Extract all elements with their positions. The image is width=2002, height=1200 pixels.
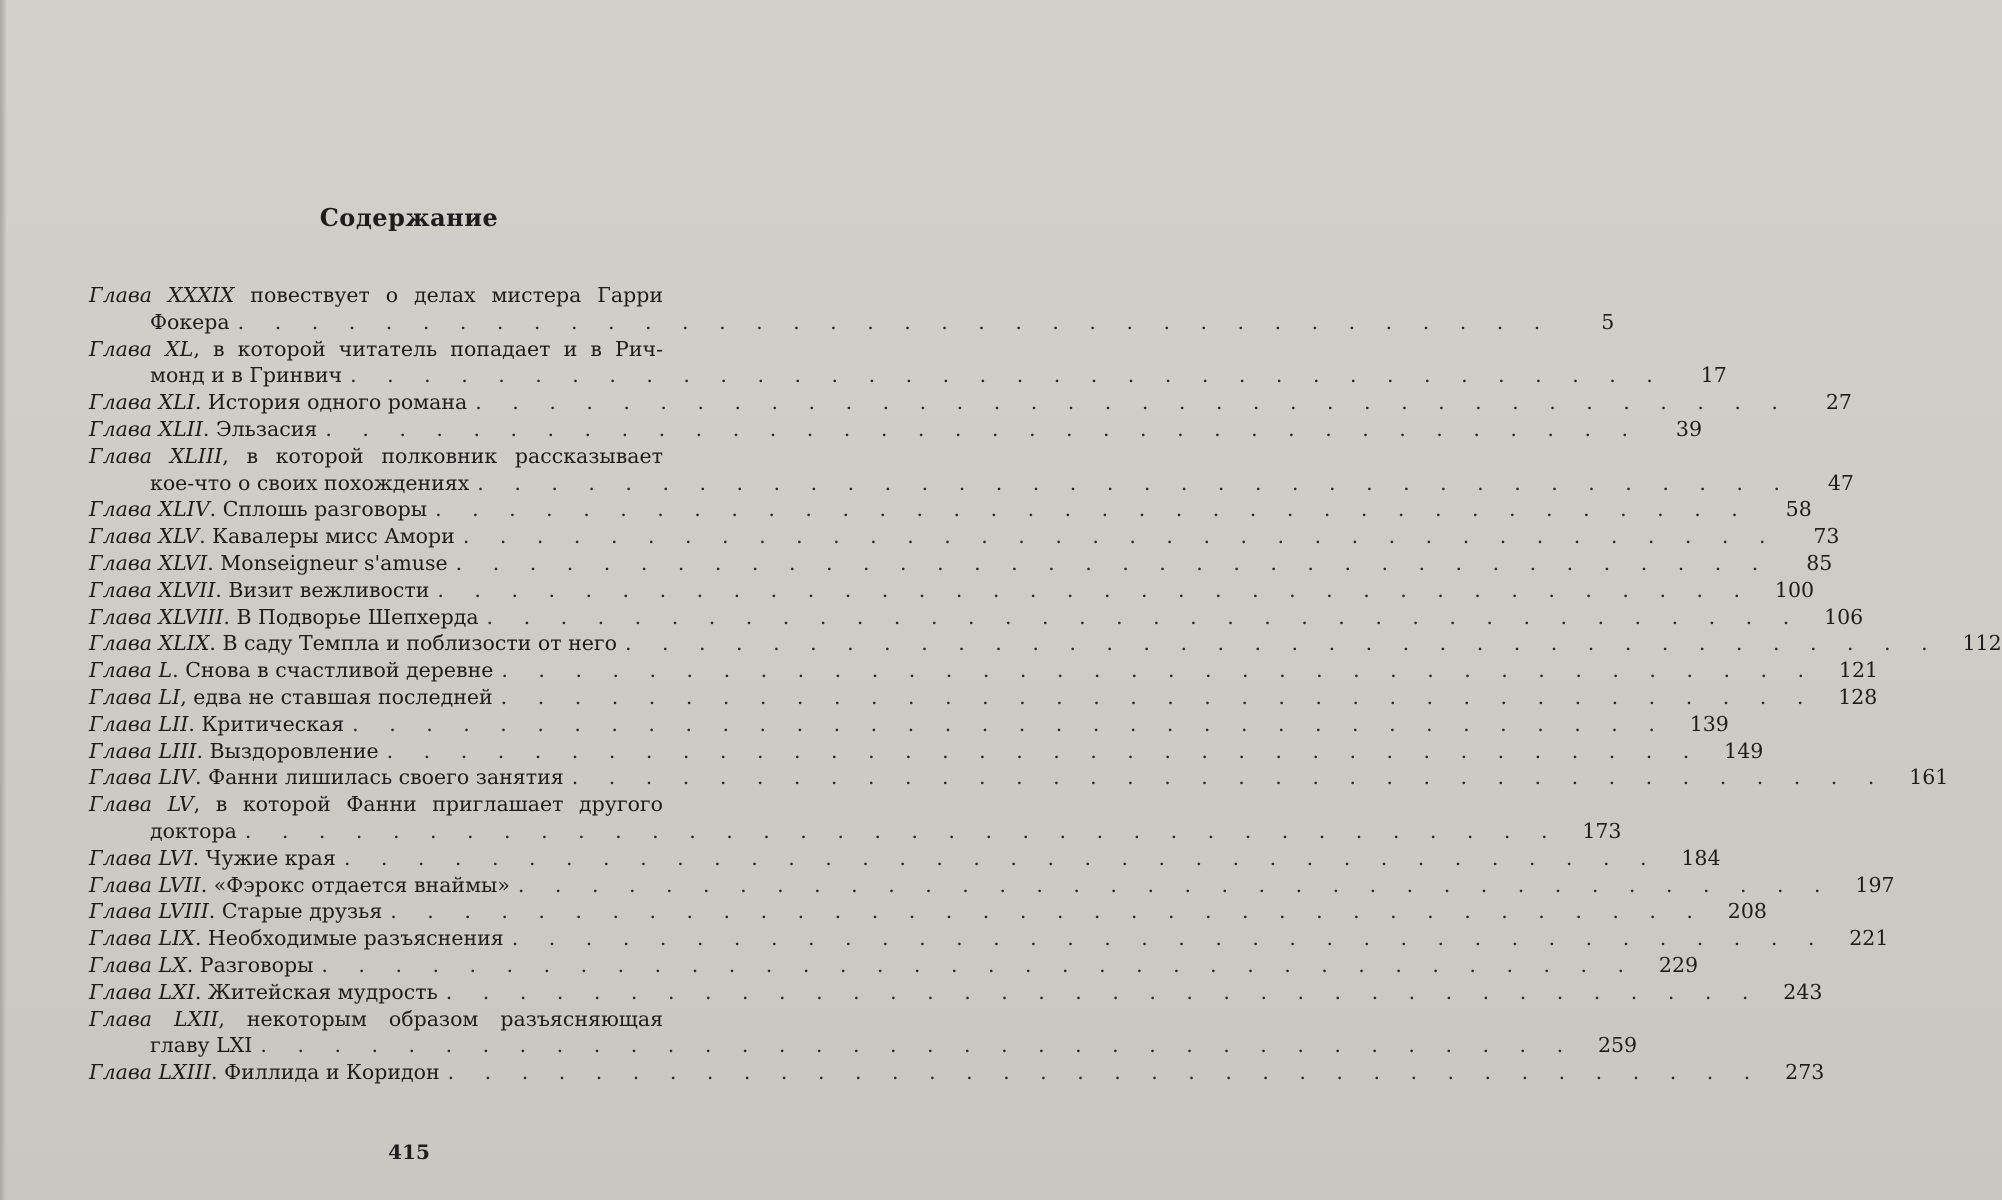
dot-leader: . . . . . . . . . . . . . . . . . . . . . . . . . . . . . . . . . . . . — [435, 497, 1750, 522]
page-ref: 161 — [1909, 765, 1949, 790]
chapter-label: Глава LXII — [89, 1006, 219, 1031]
toc-entry-line — [89, 443, 725, 470]
separator: . — [200, 872, 214, 897]
page-ref: 128 — [1838, 684, 1878, 709]
toc-entry — [89, 282, 1615, 336]
toc-entry-continuation — [89, 309, 1615, 336]
toc-entry-line — [89, 952, 1699, 979]
toc-entry-line — [89, 738, 1764, 765]
dot-leader: . . . . . . . . . . . . . . . . . . . . . . . . . . . . . . . . . . . . — [517, 872, 1833, 897]
toc-entry — [89, 443, 1854, 497]
toc-entry-line — [89, 764, 1949, 791]
toc-entry-line — [89, 416, 1702, 443]
dot-leader: . . . . . . . . . . . . . . . . . . . . . . . . . . . . . . . . . . . . — [462, 524, 1778, 549]
chapter-label: Глава XLVI — [89, 550, 208, 575]
chapter-title-continued: Фокера — [150, 309, 230, 334]
separator: . — [223, 604, 237, 629]
chapter-title: Критическая — [201, 711, 345, 736]
chapter-title: В саду Темпла и поблизости от него — [222, 631, 617, 656]
toc-entry — [89, 952, 1699, 979]
dot-leader: . . . . . . . . . . . . . . . . . . . . . . . . . . . . . . . . . . . . — [571, 765, 1887, 790]
dot-leader: . . . . . . . . . . . . . . . . . . . . . . . . . . . . . . . . . . . . — [343, 845, 1659, 870]
toc-entry-line — [89, 604, 1864, 631]
separator: , — [180, 684, 194, 709]
separator: , — [193, 336, 213, 361]
toc-entry-line — [89, 630, 2002, 657]
page-number: 415 — [388, 1140, 430, 1164]
dot-leader: . . . . . . . . . . . . . . . . . . . . . . . . . . . . . . . . . . . . — [390, 899, 1705, 924]
toc-entry — [89, 496, 1812, 523]
page-ref: 121 — [1838, 658, 1879, 683]
chapter-title: История одного романа — [207, 390, 468, 415]
chapter-title: Необходимые разъяснения — [207, 926, 504, 951]
chapter-title: Выздоровление — [209, 738, 379, 763]
toc-entry-line — [89, 898, 1767, 925]
chapter-title: Кавалеры мисс Амори — [212, 524, 455, 549]
chapter-label: Глава L — [89, 658, 173, 683]
chapter-title: Эльзасия — [215, 416, 318, 441]
separator: . — [192, 845, 206, 870]
chapter-label: Глава LXIII — [89, 1060, 212, 1085]
chapter-label: Глава LIII — [89, 738, 197, 763]
page-ref: 243 — [1783, 979, 1823, 1004]
dot-leader: . . . . . . . . . . . . . . . . . . . . . . . . . . . . . . . . . . . . — [325, 416, 1640, 441]
page-edge — [0, 0, 6, 1200]
toc-entry — [89, 336, 1727, 390]
separator: . — [215, 577, 229, 602]
page-ref: 221 — [1849, 926, 1889, 951]
chapter-title-continued: главу LXI — [150, 1033, 253, 1058]
toc-entry-line — [89, 550, 1833, 577]
separator: . — [194, 390, 208, 415]
separator: , — [218, 1006, 247, 1031]
toc-entry — [89, 979, 1823, 1006]
toc-entry-continuation — [89, 818, 1622, 845]
chapter-title-continued: доктора — [150, 818, 237, 843]
page-ref: 100 — [1774, 577, 1815, 602]
dot-leader: . . . . . . . . . . . . . . . . . . . . . . . . . . . . . . . . . . . . — [511, 926, 1827, 951]
page-ref: 73 — [1813, 524, 1840, 549]
separator: . — [208, 899, 222, 924]
dot-leader: . . . . . . . . . . . . . . . . . . . . . . . . . . . . . . . . . . . . — [455, 550, 1771, 575]
toc-entry-line — [89, 657, 1879, 684]
toc-entry — [89, 684, 1878, 711]
chapter-title: Старые друзья — [221, 899, 383, 924]
dot-leader: . . . . . . . . . . . . . . . . . . . . . . . . . . . . . . . . . . . . — [624, 631, 1940, 656]
chapter-label: Глава XLVII — [89, 577, 216, 602]
page-ref: 85 — [1806, 550, 1833, 575]
separator: , — [193, 792, 216, 817]
toc-entry-line — [89, 523, 1840, 550]
toc-entry — [89, 925, 1889, 952]
chapter-label: Глава LX — [89, 952, 187, 977]
chapter-title: некоторым образом разъясняющая — [246, 1006, 663, 1031]
chapter-label: Глава XLIX — [89, 631, 210, 656]
chapter-title: в которой полковник рассказывает — [246, 443, 663, 468]
page-ref: 112 — [1962, 631, 2002, 656]
chapter-title: Снова в счастливой деревне — [185, 658, 494, 683]
chapter-title: Визит вежливости — [228, 577, 430, 602]
chapter-title: Фанни лишилась своего занятия — [208, 765, 564, 790]
toc-entry — [89, 791, 1622, 845]
separator: . — [196, 738, 210, 763]
page-ref: 273 — [1785, 1060, 1825, 1085]
toc-entry-line — [89, 282, 725, 309]
chapter-label: Глава XLIII — [89, 443, 223, 468]
toc-entry-continuation — [89, 470, 1854, 497]
separator: , — [222, 443, 247, 468]
toc-entry — [89, 898, 1767, 925]
page-ref: 47 — [1827, 470, 1854, 495]
separator: . — [172, 658, 186, 683]
toc-entry-line — [89, 979, 1823, 1006]
chapter-title: Житейская мудрость — [207, 979, 438, 1004]
separator: . — [207, 550, 221, 575]
chapter-title: Сплошь разговоры — [222, 497, 428, 522]
toc-entry-line — [89, 1059, 1825, 1086]
separator: . — [194, 926, 208, 951]
page-ref: 197 — [1855, 872, 1895, 897]
toc-entry-line — [89, 577, 1815, 604]
toc-entry — [89, 845, 1721, 872]
toc-entry-line — [89, 496, 1812, 523]
chapter-title: в которой читатель попадает и в Рич- — [212, 336, 663, 361]
separator: . — [186, 952, 200, 977]
page-ref: 149 — [1724, 738, 1764, 763]
toc-entry — [89, 577, 1815, 604]
dot-leader: . . . . . . . . . . . . . . . . . . . . . . . . . . . . . . . . . . . . — [475, 390, 1790, 415]
page-ref: 5 — [1601, 309, 1615, 334]
chapter-label: Глава LI — [89, 684, 181, 709]
dot-leader: . . . . . . . . . . . . . . . . . . . . . . . . . . . . . . . . . . . . — [237, 309, 1553, 334]
dot-leader: . . . . . . . . . . . . . . . . . . . . . . . . . . . . . . . . . . . . — [486, 604, 1802, 629]
page-ref: 27 — [1825, 390, 1852, 415]
chapter-title: Monseigneur s'amuse — [220, 550, 448, 575]
dot-leader: . . . . . . . . . . . . . . . . . . . . . . . . . . . . . . . . . . . . — [500, 684, 1816, 709]
chapter-label: Глава LXI — [89, 979, 195, 1004]
chapter-label: Глава LVIII — [89, 899, 209, 924]
separator: . — [209, 497, 223, 522]
toc-entry-line — [89, 711, 1729, 738]
dot-leader: . . . . . . . . . . . . . . . . . . . . . . . . . . . . . . . . . . . . — [244, 818, 1560, 843]
page-ref: 208 — [1727, 899, 1767, 924]
toc-entry — [89, 389, 1852, 416]
dot-leader: . . . . . . . . . . . . . . . . . . . . . . . . . . . . . . . . . . . . — [447, 1060, 1763, 1085]
chapter-title: Разговоры — [199, 952, 314, 977]
page-ref: 106 — [1824, 604, 1864, 629]
toc-entry — [89, 416, 1702, 443]
separator — [234, 283, 250, 307]
chapter-title: Чужие края — [205, 845, 336, 870]
dot-leader: . . . . . . . . . . . . . . . . . . . . . . . . . . . . . . . . . . . . — [445, 979, 1761, 1004]
page-ref: 184 — [1681, 845, 1721, 870]
chapter-title: В Подворье Шепхерда — [236, 604, 479, 629]
separator: . — [195, 765, 209, 790]
dot-leader: . . . . . . . . . . . . . . . . . . . . . . . . . . . . . . . . . . . . — [352, 711, 1667, 736]
toc-entry-line — [89, 1006, 725, 1033]
page-ref: 58 — [1785, 497, 1812, 522]
dot-leader: . . . . . . . . . . . . . . . . . . . . . . . . . . . . . . . . . . . . — [260, 1033, 1576, 1058]
toc-entry — [89, 523, 1840, 550]
separator: . — [199, 524, 213, 549]
chapter-label: Глава LIV — [89, 765, 196, 790]
chapter-label: Глава XLV — [89, 524, 200, 549]
chapter-label: Глава XXXIX — [89, 283, 235, 307]
table-of-contents — [89, 282, 2002, 1086]
toc-entry — [89, 657, 1879, 684]
chapter-label: Глава XLII — [89, 416, 203, 441]
toc-entry — [89, 630, 2002, 657]
chapter-label: Глава XLI — [89, 390, 195, 415]
chapter-label: Глава XLIV — [89, 497, 210, 522]
chapter-label: Глава LVI — [89, 845, 193, 870]
toc-entry-line — [89, 389, 1852, 416]
separator: . — [209, 631, 223, 656]
toc-entry-line — [89, 845, 1721, 872]
page-title: Содержание — [319, 203, 499, 232]
chapter-label: Глава LII — [89, 711, 189, 736]
toc-entry-line — [89, 791, 725, 818]
page-ref: 139 — [1689, 711, 1729, 736]
dot-leader: . . . . . . . . . . . . . . . . . . . . . . . . . . . . . . . . . . . . — [477, 470, 1792, 495]
toc-entry — [89, 1006, 1638, 1060]
toc-entry — [89, 711, 1729, 738]
separator: . — [188, 711, 202, 736]
chapter-label: Глава XLVIII — [89, 604, 224, 629]
toc-entry-continuation — [89, 1032, 1638, 1059]
page-ref: 173 — [1582, 818, 1622, 843]
chapter-title: повествует о делах мистера Гарри — [250, 283, 663, 307]
page-ref: 17 — [1700, 363, 1727, 388]
chapter-label: Глава LIX — [89, 926, 195, 951]
chapter-label: Глава XL — [89, 336, 194, 361]
chapter-label: Глава LVII — [89, 872, 201, 897]
chapter-label: Глава LV — [89, 792, 194, 817]
chapter-title: Филлида и Коридон — [224, 1060, 440, 1085]
toc-entry — [89, 604, 1864, 631]
toc-entry — [89, 1059, 1825, 1086]
page-ref: 229 — [1658, 952, 1699, 977]
separator: . — [211, 1060, 225, 1085]
chapter-title-continued: монд и в Гринвич — [150, 363, 343, 388]
page-ref: 259 — [1597, 1033, 1638, 1058]
dot-leader: . . . . . . . . . . . . . . . . . . . . . . . . . . . . . . . . . . . . — [437, 577, 1753, 602]
dot-leader: . . . . . . . . . . . . . . . . . . . . . . . . . . . . . . . . . . . . — [386, 738, 1702, 763]
toc-entry-line — [89, 336, 725, 363]
dot-leader: . . . . . . . . . . . . . . . . . . . . . . . . . . . . . . . . . . . . — [321, 952, 1637, 977]
toc-entry-line — [89, 925, 1889, 952]
chapter-title: «Фэрокс отдается внаймы» — [213, 872, 510, 897]
toc-entry — [89, 550, 1833, 577]
toc-entry — [89, 738, 1764, 765]
dot-leader: . . . . . . . . . . . . . . . . . . . . . . . . . . . . . . . . . . . . — [350, 363, 1665, 388]
toc-entry-continuation — [89, 362, 1727, 389]
separator: . — [202, 416, 216, 441]
dot-leader: . . . . . . . . . . . . . . . . . . . . . . . . . . . . . . . . . . . . — [501, 658, 1817, 683]
toc-entry — [89, 872, 1895, 899]
chapter-title-continued: кое-что о своих похождениях — [150, 470, 470, 495]
chapter-title: в которой Фанни приглашает другого — [215, 792, 663, 817]
chapter-title: едва не ставшая последней — [193, 684, 493, 709]
toc-entry-line — [89, 684, 1878, 711]
toc-entry-line — [89, 872, 1895, 899]
toc-entry — [89, 764, 1949, 791]
page-ref: 39 — [1675, 416, 1702, 441]
separator: . — [194, 979, 208, 1004]
